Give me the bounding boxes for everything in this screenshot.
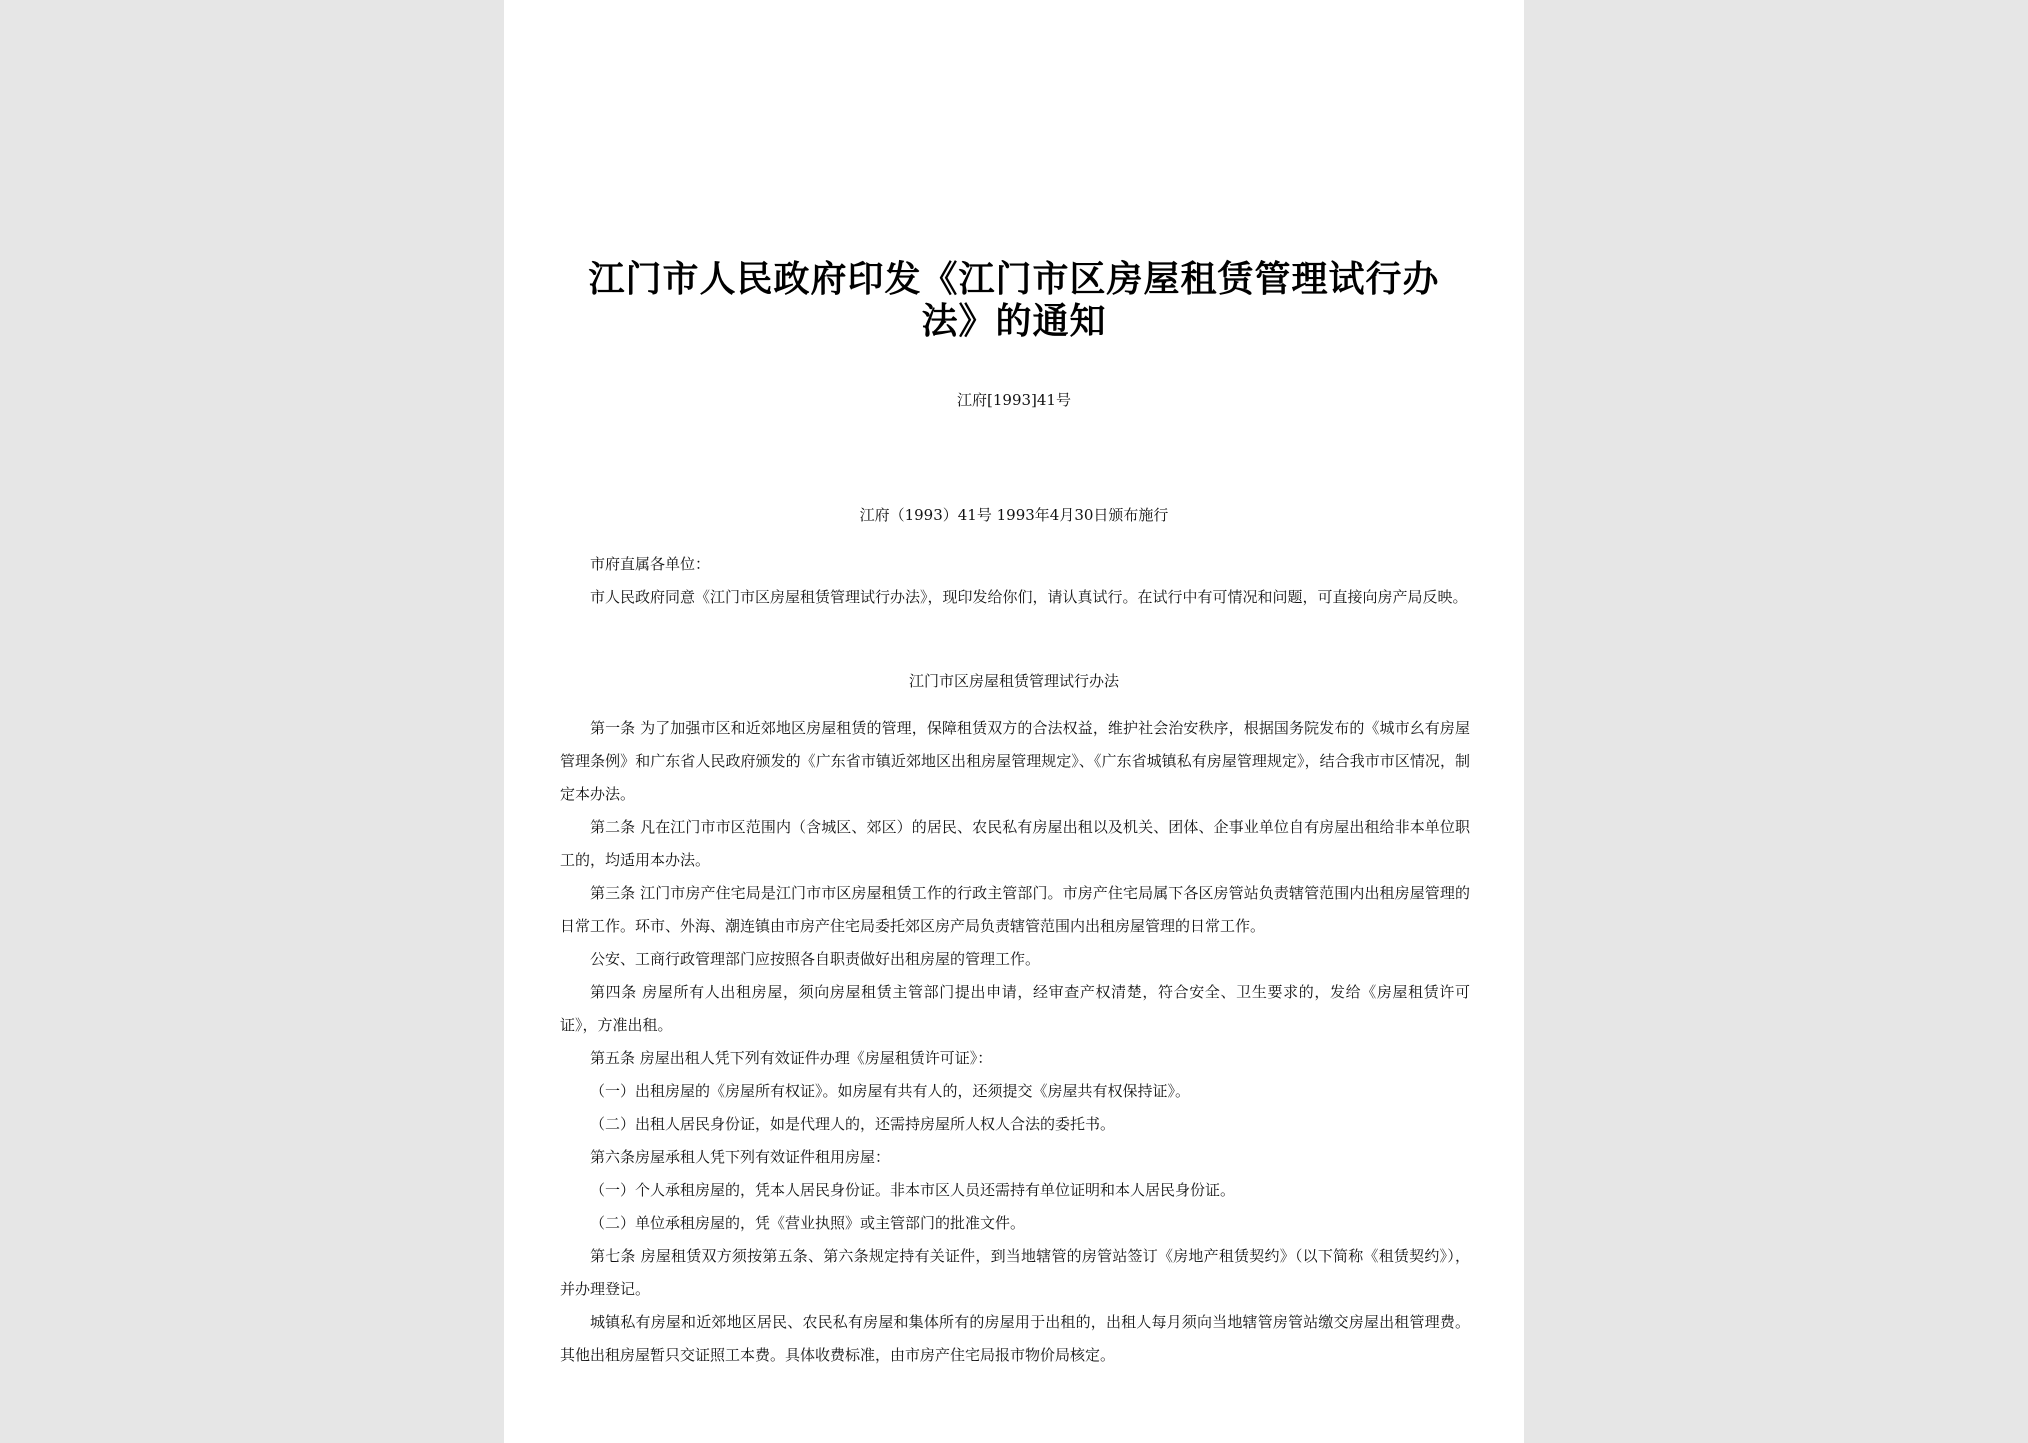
article-paragraph: 公安、工商行政管理部门应按照各自职责做好出租房屋的管理工作。 xyxy=(590,950,1041,968)
article-paragraph: （二）出租人居民身份证，如是代理人的，还需持房屋所人权人合法的委托书。 xyxy=(590,1115,1116,1133)
articles-section xyxy=(560,712,1470,1372)
article-paragraph: （二）单位承租房屋的，凭《营业执照》或主管部门的批准文件。 xyxy=(590,1214,1026,1232)
article-paragraph: 第七条 房屋租赁双方须按第五条、第六条规定持有关证件，到当地辖管的房管站签订《房地产租赁契约》（以下简称《租赁契约》），并办理登记。 xyxy=(560,1247,1470,1298)
salutation: 市府直属各单位： xyxy=(590,555,711,573)
article-paragraph: 第三条 江门市房产住宅局是江门市市区房屋租赁工作的行政主管部门。市房产住宅局属下各区房管站负责辖管范围内出租房屋管理的日常工作。环市、外海、潮连镇由市房产住宅局委托郊区房产局负责辖管范围内出租房屋管理的日常工作。 xyxy=(560,884,1470,935)
article-paragraph: 第六条房屋承租人凭下列有效证件租用房屋： xyxy=(590,1148,891,1166)
article-paragraph: 第二条 凡在江门市市区范围内（含城区、郊区）的居民、农民私有房屋出租以及机关、团体、企事业单位自有房屋出租给非本单位职工的，均适用本办法。 xyxy=(560,818,1470,869)
title-line-1: 江门市人民政府印发《江门市区房屋租赁管理试行办 xyxy=(588,258,1440,300)
article-paragraph: （一）出租房屋的《房屋所有权证》。如房屋有共有人的，还须提交《房屋共有权保持证》。 xyxy=(590,1082,1191,1100)
title-line-2: 法》的通知 xyxy=(921,300,1107,342)
regulation-title: 江门市区房屋租赁管理试行办法 xyxy=(908,672,1119,690)
article-paragraph: 第五条 房屋出租人凭下列有效证件办理《房屋租赁许可证》： xyxy=(590,1049,993,1067)
issue-info: 江府（1993）41号 1993年4月30日颁布施行 xyxy=(859,506,1169,524)
article-paragraph: 第一条 为了加强市区和近郊地区房屋租赁的管理，保障租赁双方的合法权益，维护社会治安秩序，根据国务院发布的《城市幺有房屋管理条例》和广东省人民政府颁发的《广东省市镇近郊地区出租房屋管理规定》、《广东省城镇私有房屋管理规定》，结合我市市区情况，制定本办法。 xyxy=(560,719,1470,803)
document-title xyxy=(504,258,1524,342)
intro-section xyxy=(560,548,1470,614)
document-page xyxy=(504,0,1524,1443)
article-paragraph: （一）个人承租房屋的，凭本人居民身份证。非本市区人员还需持有单位证明和本人居民身份证。 xyxy=(590,1181,1236,1199)
article-paragraph: 城镇私有房屋和近郊地区居民、农民私有房屋和集体所有的房屋用于出租的，出租人每月须向当地辖管房管站缴交房屋出租管理费。其他出租房屋暂只交证照工本费。具体收费标准，由市房产住宅局报市物价局核定。 xyxy=(560,1313,1470,1364)
document-number: 江府[1993]41号 xyxy=(957,391,1071,409)
article-paragraph: 第四条 房屋所有人出租房屋，须向房屋租赁主管部门提出申请，经审查产权清楚，符合安全、卫生要求的，发给《房屋租赁许可证》，方准出租。 xyxy=(560,983,1470,1034)
intro-paragraph: 市人民政府同意《江门市区房屋租赁管理试行办法》，现印发给你们，请认真试行。在试行中有可情况和问题，可直接向房产局反映。 xyxy=(590,588,1468,606)
